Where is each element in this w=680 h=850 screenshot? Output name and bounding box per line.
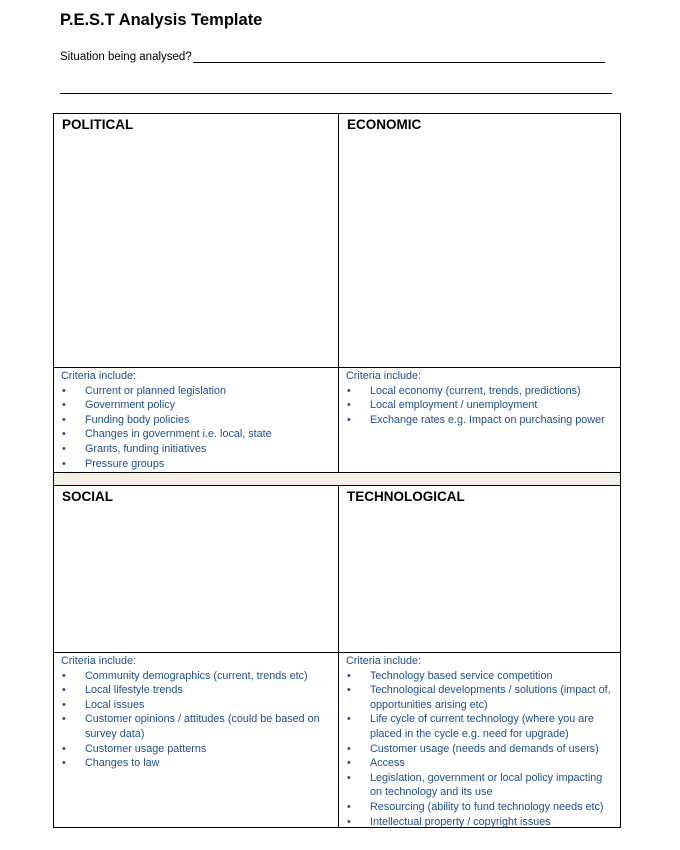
political-item: • Current or planned legislation: [54, 384, 338, 399]
economic-item: • Local employment / unemployment: [339, 398, 620, 413]
economic-item: • Local economy (current, trends, predictions): [339, 384, 620, 399]
political-item: • Government policy: [54, 398, 338, 413]
political-item: • Pressure groups: [54, 457, 338, 472]
technological-item: • Customer usage (needs and demands of users): [339, 742, 620, 757]
economic-criteria: [339, 368, 620, 472]
political-item: • Funding body policies: [54, 413, 338, 428]
page-title: P.E.S.T Analysis Template: [60, 11, 263, 29]
economic-item: • Exchange rates e.g. Impact on purchasing power: [339, 413, 620, 428]
technological-item: • Intellectual property / copyright issues: [339, 815, 620, 830]
social-criteria: [54, 653, 338, 828]
separator-band: [54, 472, 620, 485]
political-quadrant[interactable]: [54, 114, 338, 367]
technological-quadrant[interactable]: [339, 486, 620, 652]
social-item: • Changes to law: [54, 756, 338, 771]
social-item: • Local lifestyle trends: [54, 683, 338, 698]
social-item: • Local issues: [54, 698, 338, 713]
technological-criteria: [339, 653, 620, 828]
economic-heading: ECONOMIC: [347, 117, 422, 132]
social-criteria-label: Criteria include:: [61, 655, 137, 667]
technological-item: • Technology based service competition: [339, 669, 620, 684]
political-criteria: [54, 368, 338, 472]
technological-heading: TECHNOLOGICAL: [347, 489, 465, 504]
situation-label: Situation being analysed?: [60, 51, 192, 63]
technological-item: • Access: [339, 756, 620, 771]
social-heading: SOCIAL: [62, 489, 114, 504]
political-item: • Changes in government i.e. local, state: [54, 427, 338, 442]
social-item: • Customer usage patterns: [54, 742, 338, 757]
economic-quadrant[interactable]: [339, 114, 620, 367]
political-criteria-label: Criteria include:: [61, 370, 137, 382]
technological-item: • Life cycle of current technology (where you are placed in the cycle e.g. need for upgrade): [339, 712, 620, 741]
top-row-bottom-border: [54, 472, 620, 473]
situation-field: [60, 50, 605, 63]
situation-answer-line-2[interactable]: [60, 93, 612, 94]
political-heading: POLITICAL: [62, 117, 134, 132]
technological-item: • Resourcing (ability to fund technology needs etc): [339, 800, 620, 815]
social-item: • Community demographics (current, trends etc): [54, 669, 338, 684]
technological-item: • Technological developments / solutions (impact of, opportunities arising etc): [339, 683, 620, 712]
pest-grid: [53, 113, 621, 828]
technological-criteria-label: Criteria include:: [346, 655, 422, 667]
political-item: • Grants, funding initiatives: [54, 442, 338, 457]
technological-item: • Legislation, government or local policy impacting on technology and its use: [339, 771, 620, 800]
economic-criteria-label: Criteria include:: [346, 370, 422, 382]
situation-answer-line[interactable]: [193, 50, 605, 63]
social-item: • Customer opinions / attitudes (could be based on survey data): [54, 712, 338, 741]
social-quadrant[interactable]: [54, 486, 338, 652]
